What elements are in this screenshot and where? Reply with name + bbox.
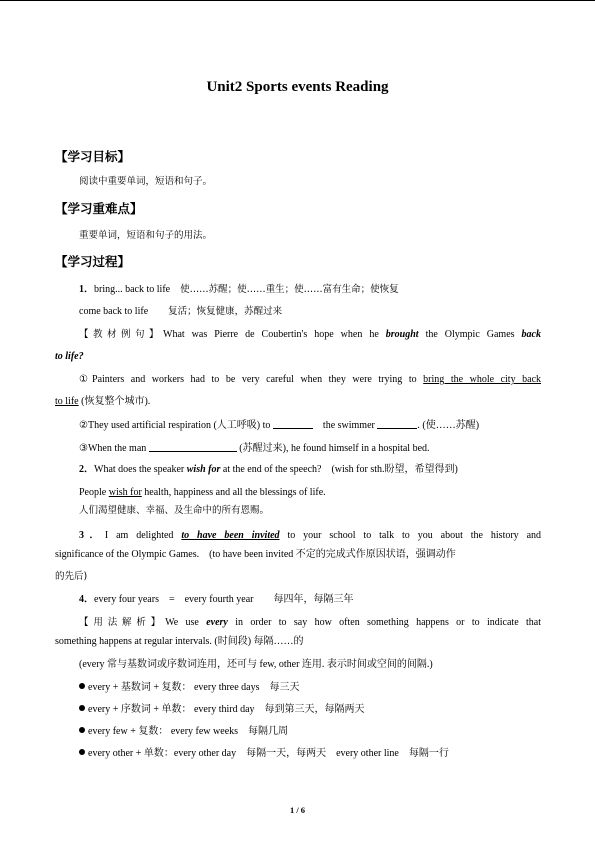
goal-text: 阅读中重要单词，短语和句子。 [79, 176, 213, 187]
heading-key-points: 【学习重难点】 [55, 201, 143, 216]
answer-blank[interactable] [149, 441, 237, 452]
item1-sentence2: ②They used artificial respiration (人工呼吸) to the swimmer . (使……苏醒) [79, 420, 480, 431]
item4-usage-line2: something happens at regular intervals. (时间段) 每隔……的 [55, 636, 304, 647]
item2-line: 2．What does the speaker wish for at the end of the speech? (wish for sth.盼望，希望得到) [79, 464, 458, 475]
list-item: every + 序数词 + 单数： every third day 每到第三天，每隔两天 [79, 703, 365, 716]
item3-line2: significance of the Olympic Games. (to have been invited 不定的完成式作原因状语，强调动作 [55, 549, 456, 560]
item1-sentence1: ①Painters and workers had to be very careful when they were trying to bring the whole city back [79, 374, 542, 385]
document-title: Unit2 Sports events Reading [206, 79, 389, 95]
list-item: every few + 复数： every few weeks 每隔几周 [79, 725, 288, 738]
answer-blank[interactable] [377, 418, 417, 429]
heading-goal: 【学习目标】 [55, 149, 131, 164]
bullet-icon [79, 749, 85, 755]
item1-line2: come back to life 复活；恢复健康，苏醒过来 [79, 306, 283, 317]
top-rule [0, 0, 595, 1]
item4-line: 4．every four years = every fourth year 每四年，每隔三年 [79, 594, 354, 605]
heading-process: 【学习过程】 [55, 254, 131, 269]
list-item: every other + 单数：every other day 每隔一天，每两天 every other line 每隔一行 [79, 747, 449, 760]
item2-chinese: 人们渴望健康、幸福、及生命中的所有恩赐。 [79, 505, 270, 516]
item1-example-end: to life? [55, 351, 84, 362]
bullet-icon [79, 727, 85, 733]
list-item: every + 基数词 + 复数： every three days 每三天 [79, 681, 300, 694]
key-text: 重要单词，短语和句子的用法。 [79, 230, 213, 241]
answer-blank[interactable] [273, 418, 313, 429]
item2-people: People wish for health, happiness and all the blessings of life. [79, 487, 326, 498]
item4-note: (every 常与基数词或序数词连用，还可与 few, other 连用. 表示时间或空间的间隔.) [79, 659, 433, 670]
item1-line: 1．bring... back to life 使……苏醒；使……重生；使……富有生命；使恢复 [79, 284, 399, 295]
item1-sentence1-end: to life (恢复整个城市). [55, 396, 151, 407]
bullet-icon [79, 683, 85, 689]
item1-sentence3: ③When the man (苏醒过来), he found himself in a hospital bed. [79, 443, 430, 454]
item3-line: 3．I am delighted to have been invited to your school to talk to you about the history and [79, 530, 542, 541]
item1-example: 【教材例句】What was Pierre de Coubertin's hope when he brought the Olympic Games back [79, 329, 541, 340]
page-number: 1 / 6 [289, 805, 306, 815]
item4-usage: 【用法解析】We use every in order to say how often something happens or to indicate that [79, 617, 541, 628]
bullet-icon [79, 705, 85, 711]
item3-line3: 的先后) [55, 571, 88, 582]
